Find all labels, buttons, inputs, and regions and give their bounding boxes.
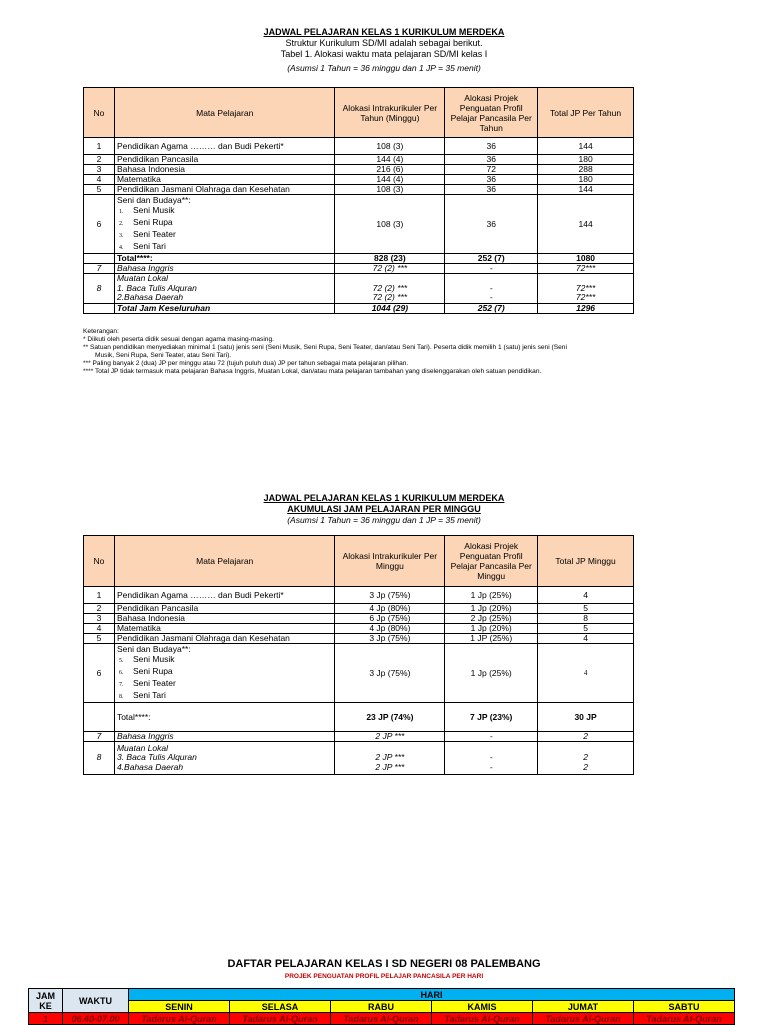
cell-empty <box>84 303 115 313</box>
list-item <box>117 763 333 773</box>
cell-total: 72*** <box>538 264 634 274</box>
cell-total: 4 <box>538 644 634 703</box>
cell-no: 1 <box>84 587 115 604</box>
cell-mapel <box>114 742 335 775</box>
list-text: Bahasa Daerah <box>124 292 184 302</box>
cell-intra: 828 (23) <box>335 254 445 264</box>
table-row <box>84 587 634 604</box>
day-sabtu: SABTU <box>634 1001 735 1013</box>
col-waktu: WAKTU <box>63 989 129 1013</box>
cell-intra: 3 Jp (75%) <box>335 587 445 604</box>
cell-projek: 1 Jp (25%) <box>445 644 538 703</box>
cell-intra: 108 (3) <box>335 195 445 254</box>
cell-mapel: Pendidikan Jasmani Olahraga dan Kesehatan <box>114 634 335 644</box>
list-number: 4. <box>118 245 124 251</box>
cell-total: 180 <box>538 175 634 185</box>
cell-projek: 36 <box>445 175 538 185</box>
cell-activity: Tadarus Al-Quran <box>432 1013 533 1025</box>
cell-activity: Tadarus Al-Quran <box>230 1013 331 1025</box>
list-item <box>117 690 333 702</box>
cell-projek: 1 Jp (20%) <box>445 624 538 634</box>
table1-header <box>0 27 768 74</box>
cell-intra: 23 JP (74%) <box>335 703 445 732</box>
list-item <box>117 666 333 678</box>
table2-assumption: (Asumsi 1 Tahun = 36 minggu dan 1 JP = 35 menit) <box>287 515 481 525</box>
note-item: Musik, Seni Rupa, Seni Teater, atau Seni Tari). <box>95 352 232 359</box>
table-row <box>84 634 634 644</box>
table-row-inggris <box>84 732 634 742</box>
cell-total: 8 <box>538 614 634 624</box>
mulok-total-2: 72*** <box>575 292 596 302</box>
table-row-seni <box>84 195 634 254</box>
cell-mapel: Pendidikan Pancasila <box>114 155 335 165</box>
table-row <box>84 185 634 195</box>
notes-heading: Keterangan: <box>83 328 119 335</box>
cell-projek: 252 (7) <box>445 303 538 313</box>
col-intrakurikuler: Alokasi Intrakurikuler Per Minggu <box>335 536 445 587</box>
cell-mapel: Pendidikan Agama ……… dan Budi Pekerti* <box>114 587 335 604</box>
cell-no: 8 <box>84 274 115 304</box>
cell-total: 1296 <box>538 303 634 313</box>
seni-label: Seni dan Budaya**: <box>116 195 191 205</box>
cell-no: 5 <box>84 634 115 644</box>
cell-no: 3 <box>84 165 115 175</box>
list-number: 1. <box>116 282 125 293</box>
list-number: 2. <box>118 221 124 227</box>
mulok-total-1: 2 <box>583 752 588 763</box>
cell-no: 3 <box>84 614 115 624</box>
list-item <box>117 241 333 253</box>
cell-mapel: Bahasa Indonesia <box>114 614 335 624</box>
mulok-projek-2: - <box>489 292 493 302</box>
table1 <box>83 87 634 314</box>
day-jumat: JUMAT <box>533 1001 634 1013</box>
cell-intra: 1044 (29) <box>335 303 445 313</box>
list-number: 3. <box>116 752 125 763</box>
cell-total: 288 <box>538 165 634 175</box>
table-row <box>84 614 634 624</box>
cell-projek <box>445 742 538 775</box>
cell-jam: 1 <box>29 1013 63 1025</box>
list-text: Baca Tulis Alquran <box>126 752 197 763</box>
cell-total: 4 <box>538 587 634 604</box>
list-text: Seni Teater <box>132 229 176 239</box>
table1-subtitle-2: Tabel 1. Alokasi waktu mata pelajaran SD/MI kelas I <box>280 49 488 59</box>
cell-total: 5 <box>538 604 634 614</box>
seni-label: Seni dan Budaya**: <box>116 644 191 654</box>
cell-intra: 4 Jp (80%) <box>335 624 445 634</box>
cell-intra: 2 JP *** <box>335 732 445 742</box>
table2-header-row <box>84 536 634 587</box>
cell-mapel: Pendidikan Jasmani Olahraga dan Kesehatan <box>114 185 335 195</box>
cell-intra: 3 Jp (75%) <box>335 634 445 644</box>
cell-mapel: Total****: <box>114 703 335 732</box>
table-row <box>84 604 634 614</box>
table-row <box>84 138 634 155</box>
cell-no: 8 <box>84 742 115 775</box>
cell-total <box>538 274 634 304</box>
col-intrakurikuler: Alokasi Intrakurikuler Per Tahun (Minggu) <box>335 88 445 138</box>
note-item: ** Satuan pendidikan menyediakan minimal 1 (satu) jenis seni (Seni Musik, Seni Rupa, Seni Teater, dan/atau Seni Tari). Peserta didik memilih 1 (satu) jenis seni (Seni <box>83 344 567 351</box>
cell-no: 2 <box>84 604 115 614</box>
cell-intra: 3 Jp (75%) <box>335 644 445 703</box>
list-item <box>117 217 333 229</box>
mulok-projek-1: - <box>489 752 493 763</box>
mulok-intra-2: 72 (2) *** <box>372 292 408 302</box>
table-row-mulok <box>84 274 634 304</box>
list-number: 4. <box>116 761 125 772</box>
notes <box>83 328 743 376</box>
cell-projek: - <box>445 732 538 742</box>
cell-mapel: Bahasa Indonesia <box>114 165 335 175</box>
cell-mapel: Total Jam Keseluruhan <box>114 303 335 313</box>
cell-intra: 108 (3) <box>335 138 445 155</box>
cell-empty <box>84 703 115 732</box>
list-text: Seni Musik <box>132 205 175 215</box>
cell-waktu: 06.40-07.00 <box>63 1013 129 1025</box>
col-mapel: Mata Pelajaran <box>114 536 335 587</box>
col-mapel: Mata Pelajaran <box>114 88 335 138</box>
table1-header-row <box>84 88 634 138</box>
cell-projek: 36 <box>445 195 538 254</box>
cell-projek: 2 Jp (25%) <box>445 614 538 624</box>
cell-activity: Tadarus Al-Quran <box>331 1013 432 1025</box>
cell-projek: 36 <box>445 185 538 195</box>
list-number: 6. <box>118 670 124 676</box>
cell-total: 144 <box>538 195 634 254</box>
day-selasa: SELASA <box>230 1001 331 1013</box>
mulok-label: Muatan Lokal <box>116 742 168 753</box>
table2-title: JADWAL PELAJARAN KELAS 1 KURIKULUM MERDEKA <box>263 493 505 503</box>
schedule-days-row <box>29 1001 735 1013</box>
cell-intra <box>335 742 445 775</box>
note-item: *** Paling banyak 2 (dua) JP per minggu atau 72 (tujuh puluh dua) JP per tahun sebagai mata pelajaran pilihan. <box>83 360 409 367</box>
cell-total: 144 <box>538 185 634 195</box>
list-text: Seni Rupa <box>132 217 173 227</box>
cell-total: 144 <box>538 138 634 155</box>
cell-mapel: Pendidikan Agama ……… dan Budi Pekerti* <box>114 138 335 155</box>
cell-mapel: Bahasa Inggris <box>114 732 335 742</box>
cell-mapel: Matematika <box>114 175 335 185</box>
cell-intra <box>335 274 445 304</box>
cell-total: 30 JP <box>538 703 634 732</box>
cell-projek <box>445 274 538 304</box>
cell-activity: Tadarus Al-Quran <box>634 1013 735 1025</box>
cell-no: 6 <box>84 644 115 703</box>
daftar-subtitle: PROJEK PENGUATAN PROFIL PELAJAR PANCASILA PER HARI <box>284 973 484 980</box>
list-number: 5. <box>118 658 124 664</box>
cell-mapel: Pendidikan Pancasila <box>114 604 335 614</box>
cell-no: 4 <box>84 175 115 185</box>
cell-projek: 36 <box>445 155 538 165</box>
cell-total: 4 <box>538 634 634 644</box>
list-number: 7. <box>118 682 124 688</box>
cell-projek: 72 <box>445 165 538 175</box>
cell-no: 6 <box>84 195 115 254</box>
cell-no: 1 <box>84 138 115 155</box>
col-total: Total JP Minggu <box>538 536 634 587</box>
col-total: Total JP Per Tahun <box>538 88 634 138</box>
table2 <box>83 535 634 775</box>
table2-header <box>0 493 768 526</box>
mulok-intra-2: 2 JP *** <box>375 761 405 772</box>
col-projek: Alokasi Projek Penguatan Profil Pelajar Pancasila Per Minggu <box>445 536 538 587</box>
cell-no: 7 <box>84 732 115 742</box>
table-row-total <box>84 254 634 264</box>
cell-mapel: Matematika <box>114 624 335 634</box>
list-text: Seni Rupa <box>132 666 173 676</box>
list-number: 1. <box>118 209 124 215</box>
cell-projek: 252 (7) <box>445 254 538 264</box>
list-number: 8. <box>118 694 124 700</box>
list-text: Bahasa Daerah <box>124 761 184 772</box>
table-row <box>84 165 634 175</box>
table1-subtitle-1: Struktur Kurikulum SD/MI adalah sebagai berikut. <box>285 38 483 48</box>
list-number: 2. <box>116 292 125 302</box>
cell-intra: 144 (4) <box>335 175 445 185</box>
cell-total: 5 <box>538 624 634 634</box>
col-projek: Alokasi Projek Penguatan Profil Pelajar Pancasila Per Tahun <box>445 88 538 138</box>
mulok-total-1: 72*** <box>575 282 596 293</box>
cell-mapel <box>114 195 335 254</box>
mulok-projek-1: - <box>489 282 493 293</box>
mulok-label: Muatan Lokal <box>116 273 168 283</box>
cell-activity: Tadarus Al-Quran <box>129 1013 230 1025</box>
seni-list <box>117 654 333 702</box>
list-text: Seni Musik <box>132 654 175 664</box>
col-hari: HARI <box>129 989 735 1001</box>
mulok-projek-2: - <box>489 761 493 772</box>
list-item <box>117 293 333 303</box>
cell-intra: 108 (3) <box>335 185 445 195</box>
cell-no: 5 <box>84 185 115 195</box>
cell-activity: Tadarus Al-Quran <box>533 1013 634 1025</box>
cell-projek: 1 Jp (20%) <box>445 604 538 614</box>
table2-subtitle: AKUMULASI JAM PELAJARAN PER MINGGU <box>287 504 481 514</box>
cell-total: 2 <box>538 732 634 742</box>
list-item <box>117 654 333 666</box>
table-row-grand-total <box>84 303 634 313</box>
table-row-inggris <box>84 264 634 274</box>
day-kamis: KAMIS <box>432 1001 533 1013</box>
cell-mapel: Total****: <box>114 254 335 264</box>
cell-intra: 216 (6) <box>335 165 445 175</box>
cell-total: 180 <box>538 155 634 165</box>
table1-assumption: (Asumsi 1 Tahun = 36 minggu dan 1 JP = 35 menit) <box>287 63 481 73</box>
list-item <box>117 229 333 241</box>
mulok-total-2: 2 <box>583 761 588 772</box>
list-number: 3. <box>118 233 124 239</box>
table1-title: JADWAL PELAJARAN KELAS 1 KURIKULUM MERDEKA <box>263 27 505 37</box>
cell-no: 4 <box>84 624 115 634</box>
cell-intra: 72 (2) *** <box>335 264 445 274</box>
cell-total <box>538 742 634 775</box>
mulok-intra-1: 72 (2) *** <box>372 282 408 293</box>
note-item: * Diikuti oleh peserta didik sesuai dengan agama masing-masing. <box>83 336 274 343</box>
cell-intra: 144 (4) <box>335 155 445 165</box>
cell-no: 2 <box>84 155 115 165</box>
list-item <box>117 678 333 690</box>
cell-mapel <box>114 644 335 703</box>
cell-mapel: Bahasa Inggris <box>114 264 335 274</box>
table-row <box>84 624 634 634</box>
list-text: Seni Teater <box>132 678 176 688</box>
list-text: Seni Tari <box>132 690 166 700</box>
list-text: Seni Tari <box>132 241 166 251</box>
daftar-title: DAFTAR PELAJARAN KELAS I SD NEGERI 08 PALEMBANG <box>227 958 541 970</box>
cell-projek: - <box>445 264 538 274</box>
cell-no: 7 <box>84 264 115 274</box>
cell-projek: 36 <box>445 138 538 155</box>
table-row-seni <box>84 644 634 703</box>
schedule-table <box>28 988 735 1025</box>
table-row <box>84 175 634 185</box>
mulok-intra-1: 2 JP *** <box>375 752 405 763</box>
day-senin: SENIN <box>129 1001 230 1013</box>
table-row-total <box>84 703 634 732</box>
table-row-mulok <box>84 742 634 775</box>
cell-mapel <box>114 274 335 304</box>
schedule-header-row <box>29 989 735 1001</box>
table-row <box>84 155 634 165</box>
cell-projek: 1 Jp (25%) <box>445 587 538 604</box>
cell-empty <box>84 254 115 264</box>
list-text: Baca Tulis Alquran <box>126 282 197 293</box>
col-no: No <box>84 536 115 587</box>
list-item <box>117 205 333 217</box>
col-no: No <box>84 88 115 138</box>
cell-intra: 4 Jp (80%) <box>335 604 445 614</box>
cell-projek: 1 JP (25%) <box>445 634 538 644</box>
cell-projek: 7 JP (23%) <box>445 703 538 732</box>
cell-intra: 6 Jp (75%) <box>335 614 445 624</box>
note-item: **** Total JP tidak termasuk mata pelajaran Bahasa Inggris, Muatan Lokal, dan/atau mata pelajaran tambahan yang diselenggarakan oleh satuan pendidikan. <box>83 368 542 375</box>
day-rabu: RABU <box>331 1001 432 1013</box>
schedule-row <box>29 1013 735 1025</box>
seni-list <box>117 205 333 253</box>
col-jam-ke: JAM KE <box>29 989 63 1013</box>
cell-total: 1080 <box>538 254 634 264</box>
